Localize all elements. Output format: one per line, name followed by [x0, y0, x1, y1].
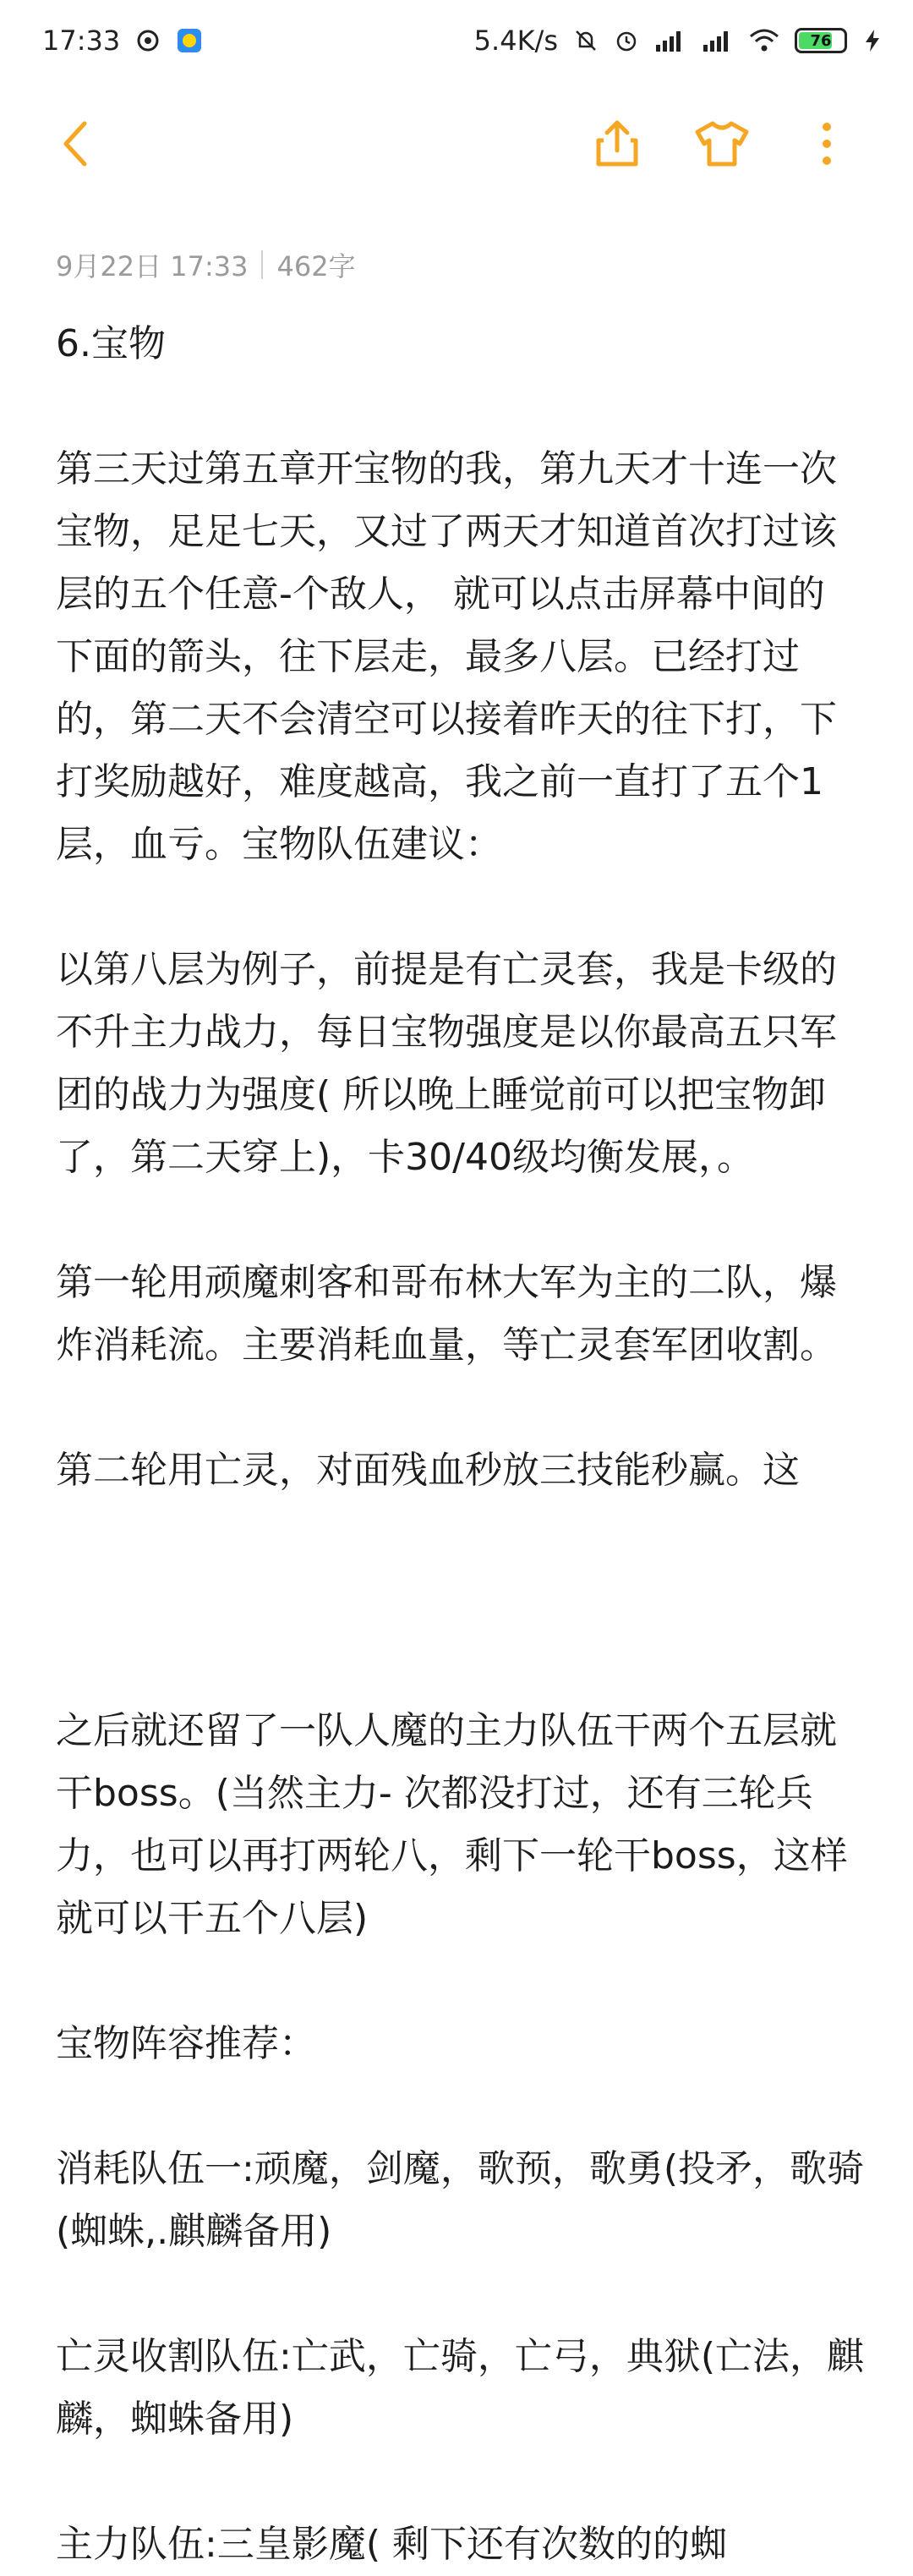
note-paragraph: 亡灵收割队伍:亡武，亡骑，亡弓，典狱(亡法，麒麟，蜘蛛备用): [56, 2335, 864, 2441]
note-paragraph: 宝物阵容推荐：: [56, 2022, 316, 2065]
note-paragraph: 第一轮用顽魔刺客和哥布林大军为主的二队，爆炸消耗流。主要消耗血量，等亡灵套军团收割。: [56, 1261, 837, 1367]
back-chevron-icon: [57, 118, 95, 169]
status-bar-right: [474, 25, 883, 57]
alarm-icon: [614, 28, 639, 53]
note-paragraph: 第三天过第五章开宝物的我，第九天才十连一次宝物，足足七天，又过了两天才知道首次打过该层的五个任意-个敌人， 就可以点击屏幕中间的下面的箭头，往下层走，最多八层。已经打过的，第二天不会清空可以接着昨天的往下打，下打奖励越好，难度越高，我之前一直打了五个1层，血亏。宝物队伍建议：: [56, 447, 837, 866]
charging-icon: [862, 28, 883, 53]
note-title-line: 6.宝物: [56, 322, 166, 365]
blank-line: [56, 876, 859, 939]
signal-2-icon: [702, 28, 734, 53]
note-paragraph: 主力队伍:三皇影魔( 剩下还有次数的的蜘: [56, 2523, 727, 2566]
note-paragraph: 之后就还留了一队人魔的主力队伍干两个五层就干boss。(当然主力- 次都没打过，还有三轮兵力，也可以再打两轮八，剩下一轮干boss，这样就可以干五个八层): [56, 1709, 848, 1940]
network-speed: 5.4K/s: [473, 25, 558, 57]
blank-line: [56, 1377, 859, 1439]
note-body-top[interactable]: [56, 313, 859, 1502]
status-bar-left: [42, 25, 203, 57]
battery-level: 76: [810, 31, 832, 50]
mute-icon: [573, 28, 599, 53]
screenshot-seam: [0, 1645, 913, 1679]
wifi-icon: [749, 28, 779, 53]
tshirt-icon: [694, 118, 750, 169]
blank-line: [56, 2263, 867, 2326]
more-vertical-icon: [818, 118, 835, 169]
note-paragraph: 第二轮用亡灵，对面残血秒放三技能秒赢。这: [56, 1449, 800, 1492]
back-button[interactable]: [46, 113, 107, 174]
blank-line: [56, 2451, 867, 2513]
blank-line: [56, 2075, 867, 2138]
theme-button[interactable]: [692, 113, 752, 174]
note-char-count: 462字: [276, 250, 356, 282]
note-paragraph: 以第八层为例子，前提是有亡灵套，我是卡级的不升主力战力，每日宝物强度是以你最高五只军团的战力为强度( 所以晚上睡觉前可以把宝物卸了，第二天穿上)，卡30/40级均衡发展，。: [56, 948, 837, 1179]
signal-icon: [654, 28, 686, 53]
note-paragraph: 消耗队伍一:顽魔，剑魔，歌预，歌勇(投矛，歌骑(蜘蛛,.麒麟备用): [56, 2147, 864, 2253]
note-toolbar: [0, 101, 913, 186]
blank-line: [56, 1950, 867, 2013]
blank-line: [56, 1189, 859, 1252]
note-date: 9月22日 17:33: [56, 250, 249, 282]
share-button[interactable]: [587, 113, 648, 174]
status-bar: [0, 0, 913, 81]
battery-indicator: [795, 28, 847, 53]
meta-divider: [261, 250, 263, 279]
note-meta: [56, 245, 356, 284]
more-button[interactable]: [796, 113, 857, 174]
app-notification-icon: [176, 27, 203, 54]
status-time: 17:33: [42, 25, 121, 57]
blank-line: [56, 375, 859, 438]
share-icon: [592, 118, 642, 169]
note-body-bottom[interactable]: [56, 1700, 867, 2576]
sync-icon: [135, 28, 161, 53]
